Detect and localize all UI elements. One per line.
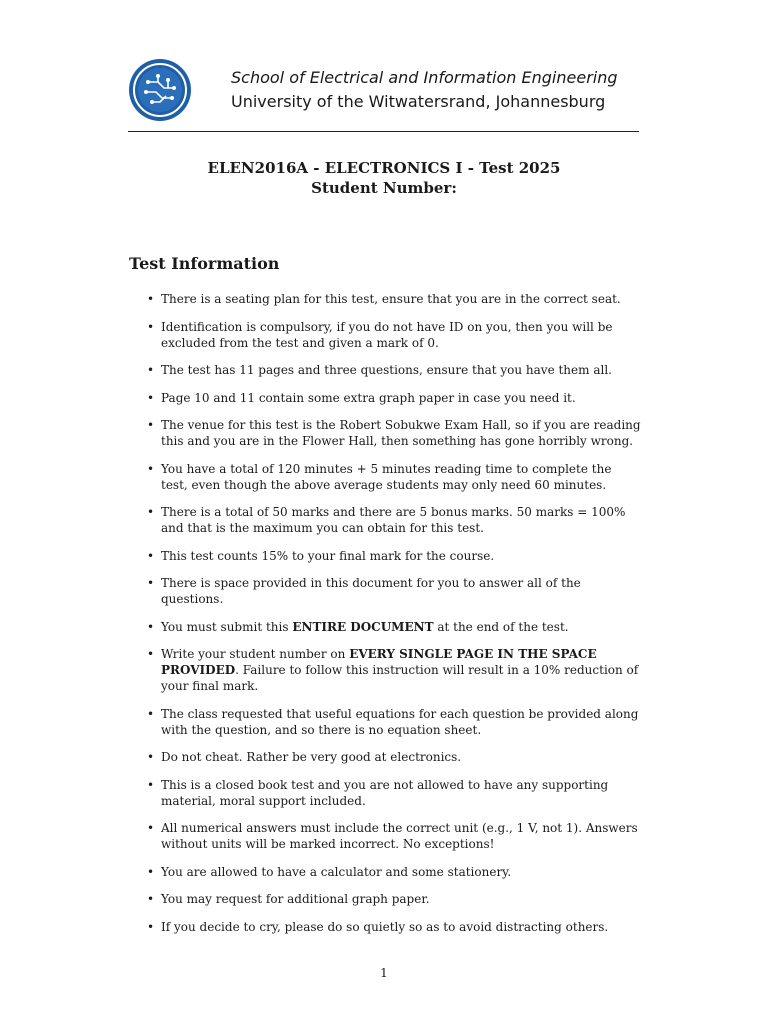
- list-item: [147, 390, 641, 406]
- list-item: [147, 891, 641, 907]
- test-title: ELEN2016A - ELECTRONICS I - Test 2025: [207, 159, 561, 177]
- list-item: [147, 749, 641, 765]
- bullet-icon: •: [147, 919, 155, 934]
- list-item: [147, 362, 641, 378]
- bullet-icon: •: [147, 363, 155, 377]
- list-item: [147, 706, 641, 738]
- list-item-text: Page 10 and 11 contain some extra graph paper in case you need it.: [161, 390, 576, 405]
- list-item-text: There is a total of 50 marks and there are 5 bonus marks. 50 marks = 100% and that is the maximum you can obtain for this test.: [161, 505, 626, 535]
- test-information-list: [147, 291, 641, 946]
- bullet-icon: •: [147, 647, 155, 661]
- bullet-icon: •: [147, 777, 155, 792]
- page-number: 1: [380, 966, 388, 980]
- list-item-text: You must submit this: [161, 619, 293, 634]
- bullet-icon: •: [147, 418, 155, 432]
- bullet-icon: •: [147, 619, 155, 634]
- list-item-text: You are allowed to have a calculator and some stationery.: [161, 864, 512, 879]
- list-item-text: If you decide to cry, please do so quietly so as to avoid distracting others.: [161, 919, 609, 934]
- list-item-text: This test counts 15% to your final mark for the course.: [161, 548, 495, 563]
- bullet-icon: •: [147, 892, 155, 906]
- list-item-text: Do not cheat. Rather be very good at electronics.: [161, 750, 462, 764]
- list-item: [147, 291, 641, 307]
- list-item-text: You have a total of 120 minutes + 5 minutes reading time to complete the test, even though the above average students may only need 60 minutes.: [161, 461, 612, 492]
- bullet-icon: •: [147, 390, 155, 405]
- bullet-icon: •: [147, 821, 155, 835]
- section-heading: Test Information: [129, 254, 280, 273]
- list-item-text: at the end of the test.: [433, 619, 569, 634]
- list-item: [147, 646, 641, 694]
- list-item: [147, 864, 641, 880]
- list-item-text: The venue for this test is the Robert Sobukwe Exam Hall, so if you are reading this and you are in the Flower Hall, then something has gone horribly wrong.: [161, 418, 641, 448]
- bullet-icon: •: [147, 292, 155, 306]
- list-item: [147, 575, 641, 607]
- student-number-label: Student Number:: [311, 179, 457, 197]
- bullet-icon: •: [147, 548, 155, 563]
- list-item: [147, 919, 641, 935]
- bullet-icon: •: [147, 750, 155, 764]
- bullet-icon: •: [147, 505, 155, 519]
- university-name: University of the Witwatersrand, Johannesburg: [231, 92, 606, 111]
- list-item: [147, 777, 641, 809]
- list-item-text: The test has 11 pages and three questions, ensure that you have them all.: [161, 363, 612, 377]
- list-item: [147, 319, 641, 351]
- list-item: [147, 417, 641, 449]
- list-item-text: Identification is compulsory, if you do not have ID on you, then you will be excluded from the test and given a mark of 0.: [161, 319, 613, 350]
- circuit-logo-icon: [128, 58, 192, 122]
- list-item-text: You may request for additional graph paper.: [161, 892, 430, 906]
- list-item-emphasis: ENTIRE DOCUMENT: [292, 619, 434, 634]
- bullet-icon: •: [147, 706, 155, 721]
- list-item-text: This is a closed book test and you are not allowed to have any supporting material, moral support included.: [161, 777, 609, 808]
- list-item-emphasis: EVERY SINGLE PAGE IN THE SPACE PROVIDED: [161, 647, 597, 677]
- list-item-text: Write your student number on: [161, 647, 350, 661]
- bullet-icon: •: [147, 461, 155, 476]
- list-item-text: All numerical answers must include the correct unit (e.g., 1 V, not 1). Answers without units will be marked incorrect. No exceptions!: [161, 821, 638, 851]
- school-name: School of Electrical and Information Engineering: [231, 68, 618, 87]
- list-item: [147, 619, 641, 635]
- bullet-icon: •: [147, 576, 155, 590]
- bullet-icon: •: [147, 319, 155, 334]
- list-item: [147, 548, 641, 564]
- list-item: [147, 504, 641, 536]
- bullet-icon: •: [147, 864, 155, 879]
- list-item-text: There is a seating plan for this test, ensure that you are in the correct seat.: [161, 292, 621, 306]
- list-item-text: There is space provided in this document for you to answer all of the questions.: [161, 576, 581, 606]
- list-item-text: . Failure to follow this instruction will result in a 10% reduction of your final mark.: [161, 663, 639, 693]
- letterhead: [128, 58, 639, 132]
- list-item-text: The class requested that useful equations for each question be provided along with the question, and so there is no equation sheet.: [161, 706, 639, 737]
- list-item: [147, 820, 641, 852]
- header-rule: [128, 131, 639, 132]
- list-item: [147, 461, 641, 493]
